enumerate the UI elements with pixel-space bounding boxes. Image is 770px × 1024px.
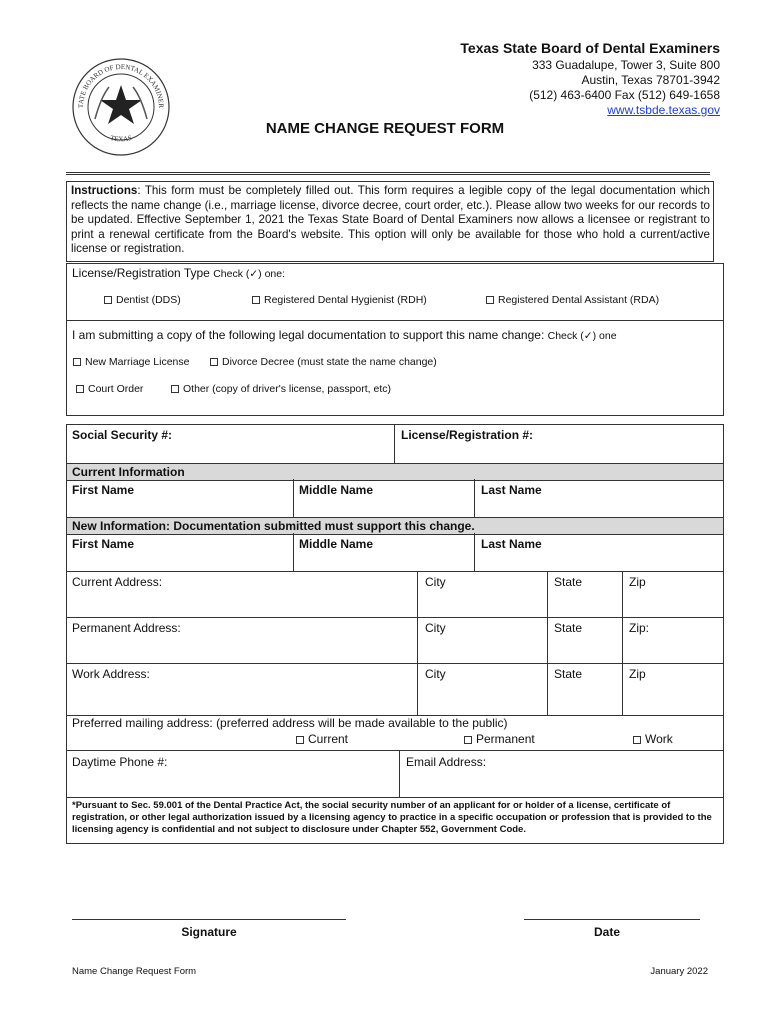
date-label: Date [593, 925, 620, 939]
license-number-label: License/Registration #: [401, 428, 534, 442]
seal-text-top: TATE BOARD OF DENTAL EXAMINER [76, 62, 166, 109]
option-dentist[interactable]: Dentist (DDS) [104, 294, 181, 306]
checkbox-icon[interactable] [76, 385, 84, 393]
current-middle-name-label: Middle Name [299, 483, 374, 497]
signature-line[interactable] [72, 919, 346, 920]
preferred-mailing-label: Preferred mailing address: (preferred address will be made available to the public) [72, 716, 508, 730]
option-court-order[interactable]: Court Order [76, 383, 143, 395]
work-state-label: State [554, 667, 583, 681]
current-info-heading: Current Information [72, 465, 185, 479]
agency-website-link[interactable]: www.tsbde.texas.gov [607, 103, 720, 117]
current-state-label: State [554, 575, 583, 589]
permanent-address-label: Permanent Address: [72, 621, 181, 635]
current-address-label: Current Address: [72, 575, 163, 589]
permanent-zip-label: Zip: [629, 621, 650, 635]
checkbox-icon[interactable] [486, 296, 494, 304]
checkbox-icon[interactable] [296, 736, 304, 744]
option-hygienist[interactable]: Registered Dental Hygienist (RDH) [252, 294, 427, 306]
new-last-name-label: Last Name [481, 537, 542, 551]
agency-name: Texas State Board of Dental Examiners [460, 40, 720, 56]
footer-form-name: Name Change Request Form [72, 966, 197, 977]
checkbox-icon[interactable] [73, 358, 81, 366]
option-other[interactable]: Other (copy of driver's license, passport, etc) [171, 383, 391, 395]
instructions-text: : This form must be completely filled out. This form requires a legible copy of the legal documentation which reflects the name change (i.e., marriage license, divorce decree, court order, etc.). Please allow two weeks for our records to be updated. Effective September 1, 2021 the Texas State Board of Dental Examiners now allows a licensee or registrant to print a renewal certificate from the Board's website. This option will only be available for those who hold a current/active license or registration. [71, 184, 710, 255]
form-title: NAME CHANGE REQUEST FORM [265, 120, 505, 137]
footer-date: January 2022 [650, 966, 708, 977]
pref-work-option[interactable]: Work [633, 732, 673, 746]
new-middle-name-label: Middle Name [299, 537, 374, 551]
signature-label: Signature [181, 925, 237, 939]
agency-address-line2: Austin, Texas 78701-3942 [581, 73, 720, 87]
checkbox-icon[interactable] [252, 296, 260, 304]
documentation-label: I am submitting a copy of the following legal documentation to support this name change: Check (✓) one [72, 328, 617, 342]
work-zip-label: Zip [629, 667, 646, 681]
checkbox-icon[interactable] [633, 736, 641, 744]
daytime-phone-label: Daytime Phone #: [72, 755, 168, 769]
date-line[interactable] [524, 919, 700, 920]
agency-phone-fax: (512) 463-6400 Fax (512) 649-1658 [529, 88, 720, 102]
email-label: Email Address: [406, 755, 487, 769]
current-city-label: City [425, 575, 446, 589]
instructions-label: Instructions [71, 184, 138, 197]
new-first-name-label: First Name [72, 537, 135, 551]
seal-text-bottom: TEXAS [109, 133, 133, 144]
ssn-footnote: *Pursuant to Sec. 59.001 of the Dental Practice Act, the social security number of an applicant for or holder of a license, certificate of registration, or other legal authorization issued by a licensing agency to practice in a specific occupation or profession that is provided to the licensing agency is confidential and not subject to disclosure under Chapter 552, Government Code. [72, 800, 712, 835]
pref-current-option[interactable]: Current [296, 732, 348, 746]
ssn-input[interactable] [200, 424, 390, 462]
pref-permanent-option[interactable]: Permanent [464, 732, 535, 746]
checkbox-icon[interactable] [210, 358, 218, 366]
license-type-label: License/Registration Type Check (✓) one: [72, 266, 286, 280]
option-marriage-license[interactable]: New Marriage License [73, 356, 189, 368]
title-divider [66, 172, 710, 175]
checkbox-icon[interactable] [104, 296, 112, 304]
option-assistant[interactable]: Registered Dental Assistant (RDA) [486, 294, 659, 306]
permanent-state-label: State [554, 621, 583, 635]
new-info-heading: New Information: Documentation submitted must support this change. [72, 519, 475, 533]
instructions-box [66, 181, 714, 262]
current-zip-label: Zip [629, 575, 646, 589]
work-address-label: Work Address: [72, 667, 150, 681]
permanent-city-label: City [425, 621, 446, 635]
license-number-input[interactable] [545, 424, 720, 462]
checkbox-icon[interactable] [464, 736, 472, 744]
divider [66, 320, 724, 321]
ssn-label: Social Security #: [72, 428, 173, 442]
work-city-label: City [425, 667, 446, 681]
current-last-name-label: Last Name [481, 483, 542, 497]
current-first-name-label: First Name [72, 483, 135, 497]
agency-address-line1: 333 Guadalupe, Tower 3, Suite 800 [532, 58, 720, 72]
texas-state-seal [71, 57, 171, 157]
checkbox-icon[interactable] [171, 385, 179, 393]
option-divorce-decree[interactable]: Divorce Decree (must state the name change) [210, 356, 437, 368]
